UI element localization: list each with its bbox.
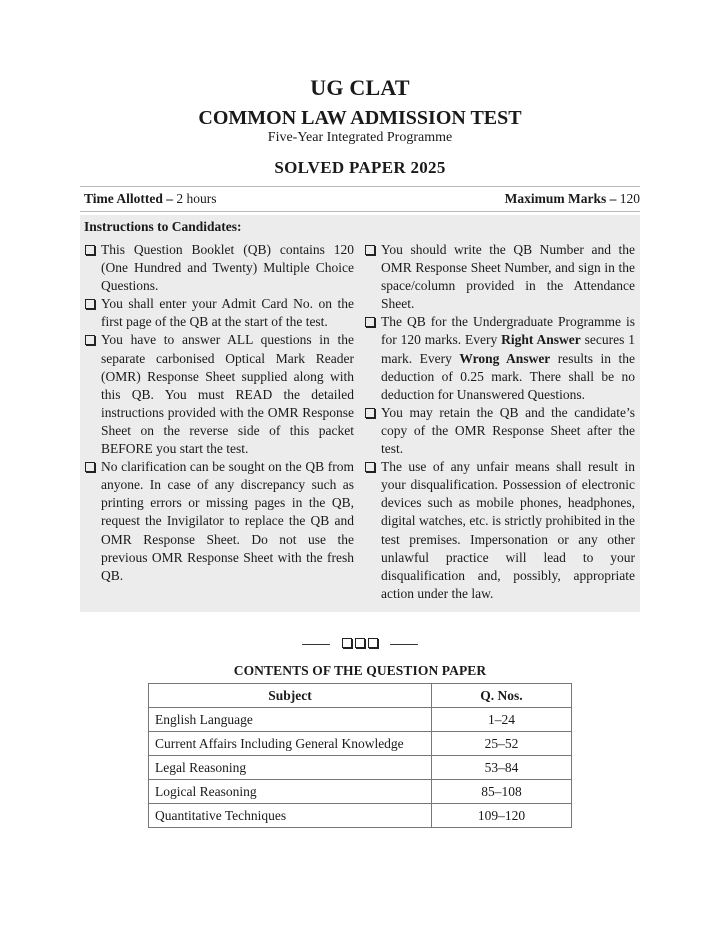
subject-cell: Current Affairs Including General Knowledge bbox=[149, 732, 432, 756]
time-allotted bbox=[84, 187, 217, 211]
wrong-answer-emphasis: Wrong Answer bbox=[459, 350, 551, 366]
instruction-item bbox=[84, 241, 354, 295]
separator-line bbox=[390, 644, 418, 645]
table-row bbox=[149, 756, 572, 780]
subject-cell: Quantitative Techniques bbox=[149, 804, 432, 828]
subject-cell: Logical Reasoning bbox=[149, 780, 432, 804]
instruction-item bbox=[84, 295, 354, 331]
header-qnos: Q. Nos. bbox=[432, 684, 572, 708]
checkbox-bullet-icon bbox=[365, 245, 375, 255]
programme-name: Five-Year Integrated Programme bbox=[267, 130, 453, 145]
checkbox-bullet-icon bbox=[365, 408, 375, 418]
instruction-item bbox=[364, 404, 635, 458]
table-header-row bbox=[149, 684, 572, 708]
instruction-text: You should write the QB Number and the OMR Response Sheet Number, and sign in the space/column provided in the Attendance Sheet. bbox=[381, 242, 635, 312]
checkbox-bullet-icon bbox=[85, 245, 95, 255]
marks-label: Maximum Marks – bbox=[504, 191, 617, 206]
separator-box-icon bbox=[342, 638, 352, 648]
separator-box-icon bbox=[355, 638, 365, 648]
table-row bbox=[149, 780, 572, 804]
instruction-text: You have to answer ALL questions in the separate carbonised Optical Mark Reader (OMR) Response Sheet supplied along with this QB. You must READ the detailed instructions provided with the OMR Response Sheet on the reverse side of this packet BEFORE you start the test. bbox=[101, 332, 354, 457]
subject-cell: English Language bbox=[149, 708, 432, 732]
instructions-right-column bbox=[364, 241, 635, 603]
instruction-text: secures 1 mark. Every bbox=[381, 332, 636, 366]
contents-title: CONTENTS OF THE QUESTION PAPER bbox=[233, 663, 487, 678]
checkbox-bullet-icon bbox=[85, 335, 95, 345]
time-value: 2 hours bbox=[173, 191, 217, 206]
qnos-cell: 53–84 bbox=[432, 756, 572, 780]
instruction-text: You shall enter your Admit Card No. on the first page of the QB at the start of the test. bbox=[101, 296, 354, 330]
qnos-cell: 1–24 bbox=[432, 708, 572, 732]
right-answer-emphasis: Right Answer bbox=[501, 332, 581, 348]
instruction-item bbox=[84, 458, 354, 585]
instruction-item bbox=[364, 313, 635, 403]
exam-subtitle: COMMON LAW ADMISSION TEST bbox=[198, 107, 522, 129]
time-label: Time Allotted – bbox=[84, 191, 173, 206]
table-row bbox=[149, 804, 572, 828]
checkbox-bullet-icon bbox=[85, 462, 95, 472]
separator-box-icon bbox=[368, 638, 378, 648]
exam-meta-row bbox=[80, 186, 640, 212]
maximum-marks bbox=[505, 187, 640, 211]
instructions-left-column bbox=[84, 241, 354, 585]
instructions-box bbox=[80, 215, 640, 612]
instruction-item bbox=[84, 331, 354, 458]
qnos-cell: 85–108 bbox=[432, 780, 572, 804]
header-subject: Subject bbox=[149, 684, 432, 708]
subject-cell: Legal Reasoning bbox=[149, 756, 432, 780]
marks-value: 120 bbox=[616, 191, 640, 206]
instruction-text: You may retain the QB and the candidate’s copy of the OMR Response Sheet after the test. bbox=[381, 404, 635, 457]
exam-title: UG CLAT bbox=[310, 75, 410, 100]
instruction-text: No clarification can be sought on the QB from anyone. In case of any discrepancy such as printing errors or missing pages in the QB, request the Invigilator to replace the QB and OMR Response Sheet. Do not use the previous OMR Response Sheet with the fresh QB. bbox=[101, 459, 354, 583]
paper-title: SOLVED PAPER 2025 bbox=[274, 158, 446, 177]
instruction-text: The use of any unfair means shall result in your disqualification. Possession of electronic devices such as mobile phones, headphones, digital watches, etc. is strictly prohibited in the test premises. Impersonation or any other unlawful practice will lead to your disqualification and, possibly, appropriate action under the law. bbox=[381, 459, 635, 601]
instruction-text: results in the deduction of 0.25 mark. There shall be no deduction for Unanswered Questions. bbox=[381, 350, 635, 402]
instructions-heading: Instructions to Candidates: bbox=[84, 219, 242, 234]
qnos-cell: 25–52 bbox=[432, 732, 572, 756]
table-row bbox=[149, 732, 572, 756]
instruction-item bbox=[364, 241, 635, 313]
separator-line bbox=[302, 644, 330, 645]
section-separator bbox=[0, 637, 720, 651]
instruction-text: The QB for the Undergraduate Programme is for 120 marks. Every bbox=[381, 314, 635, 348]
checkbox-bullet-icon bbox=[365, 462, 375, 472]
instruction-item bbox=[364, 458, 635, 603]
checkbox-bullet-icon bbox=[365, 317, 375, 327]
qnos-cell: 109–120 bbox=[432, 804, 572, 828]
table-row bbox=[149, 708, 572, 732]
title-block bbox=[0, 74, 720, 179]
checkbox-bullet-icon bbox=[85, 299, 95, 309]
contents-table bbox=[148, 683, 572, 828]
instruction-text: This Question Booklet (QB) contains 120 (One Hundred and Twenty) Multiple Choice Questions. bbox=[101, 242, 354, 294]
